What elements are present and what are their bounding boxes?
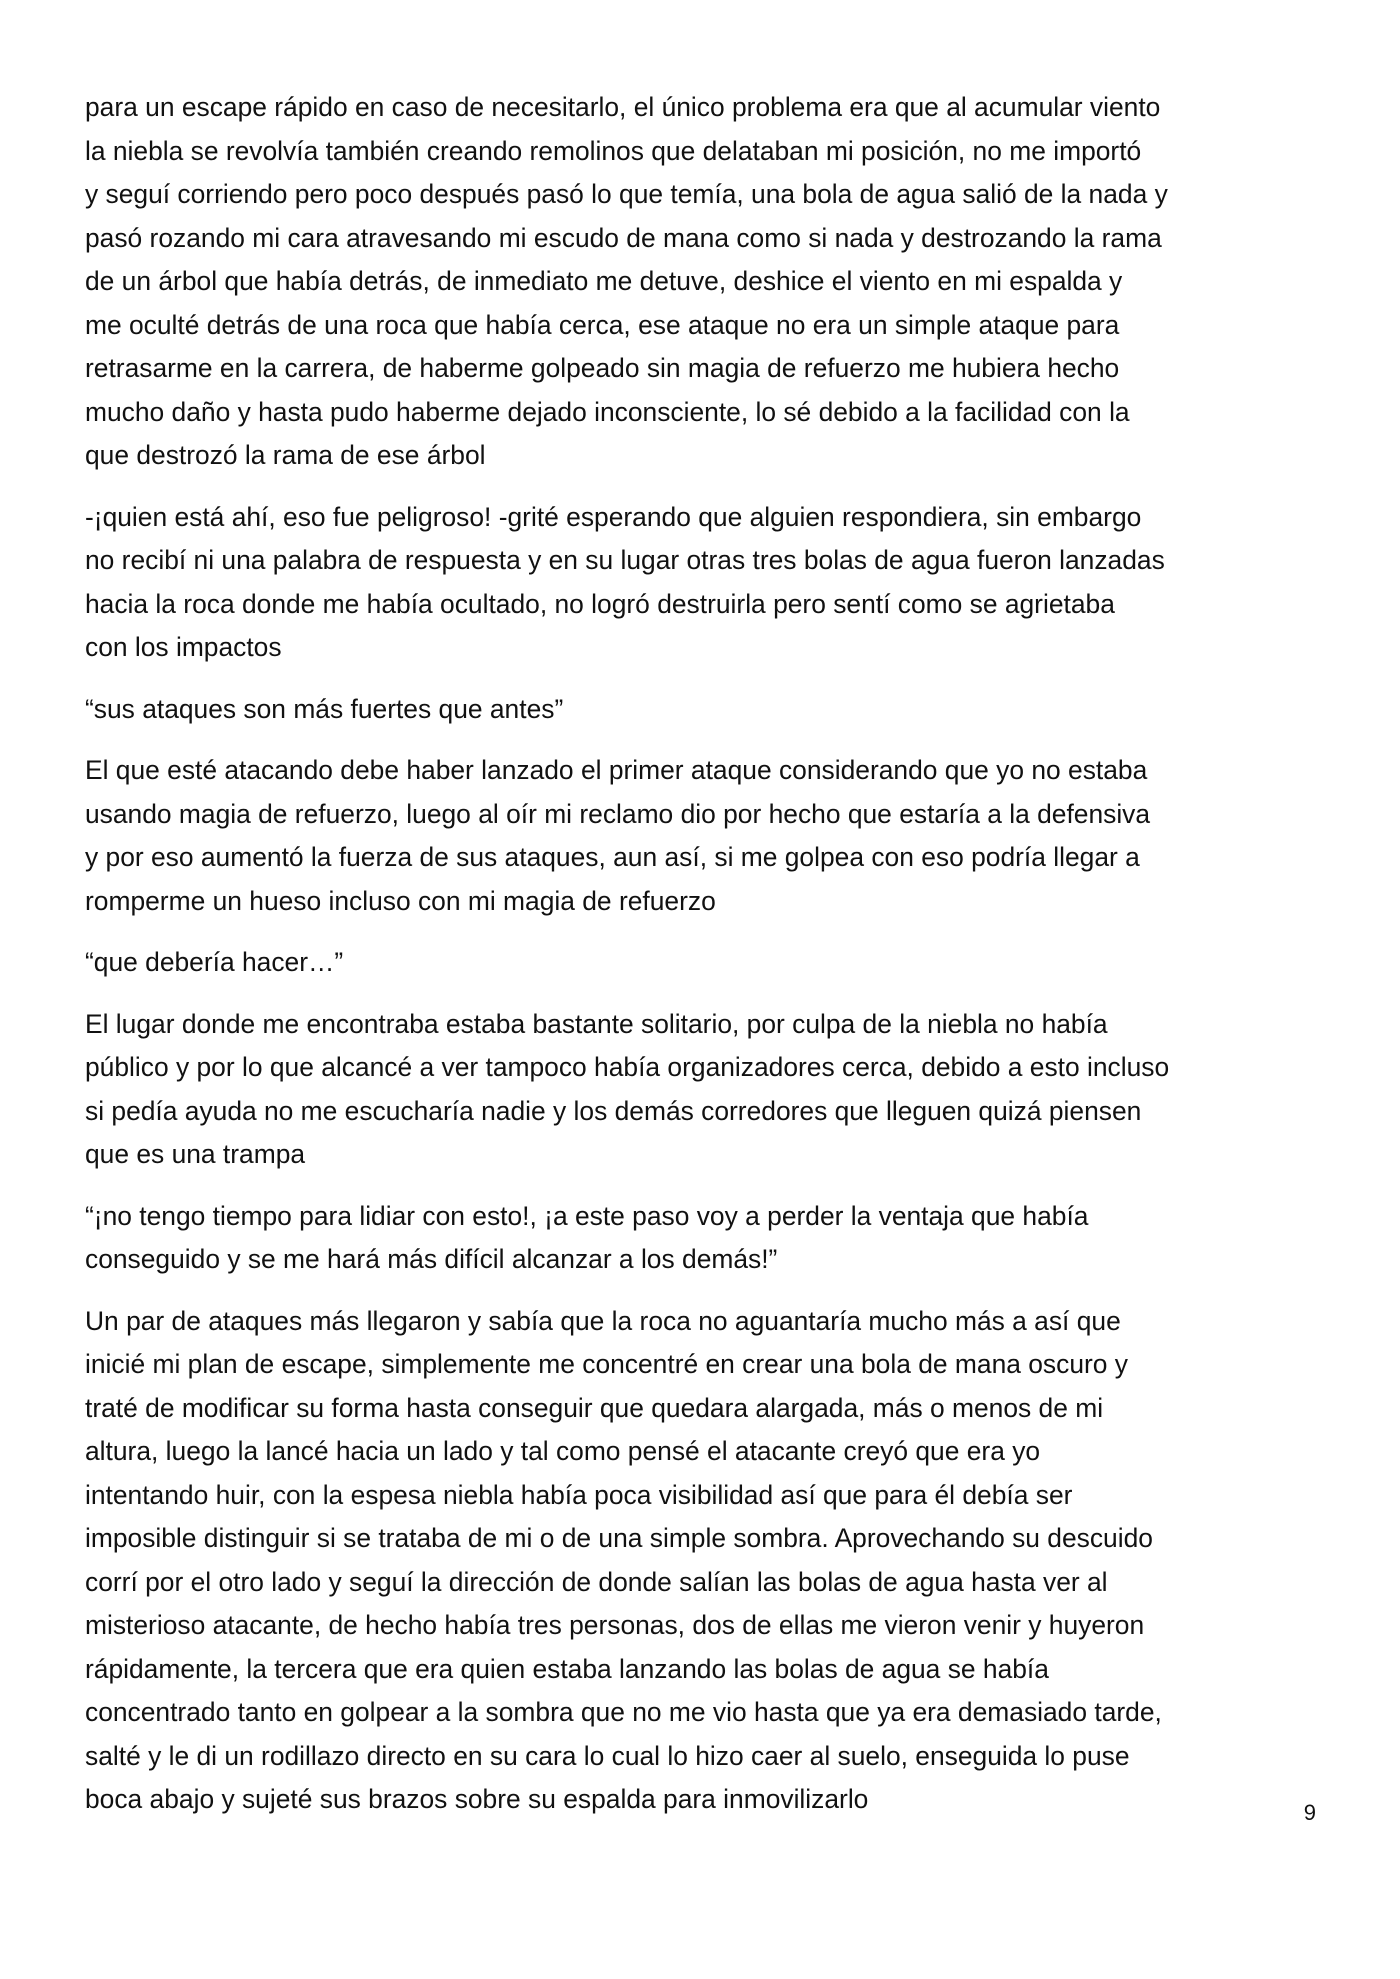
page-number: 9 xyxy=(1303,1800,1316,1825)
text-line: y por eso aumentó la fuerza de sus ataques, aun así, si me golpea con eso podría llegar a xyxy=(85,842,1140,872)
text-line: de un árbol que había detrás, de inmediato me detuve, deshice el viento en mi espalda y xyxy=(85,266,1123,296)
text-line: “¡no tengo tiempo para lidiar con esto!, ¡a este paso voy a perder la ventaja que había xyxy=(85,1200,1089,1231)
text-line: si pedía ayuda no me escucharía nadie y los demás corredores que lleguen quizá piensen xyxy=(85,1095,1142,1126)
text-line: El lugar donde me encontraba estaba bastante solitario, por culpa de la niebla no había xyxy=(85,1008,1108,1039)
text-line: y seguí corriendo pero poco después pasó lo que temía, una bola de agua salió de la nada y xyxy=(85,179,1168,209)
text-line: El que esté atacando debe haber lanzado el primer ataque considerando que yo no estaba xyxy=(85,755,1148,785)
text-line: corrí por el otro lado y seguí la dirección de donde salían las bolas de agua hasta ver al xyxy=(85,1566,1108,1597)
paragraph xyxy=(85,749,1321,923)
paragraph xyxy=(85,1195,1321,1282)
text-line: traté de modificar su forma hasta conseguir que quedara alargada, más o menos de mi xyxy=(85,1392,1104,1423)
paragraph xyxy=(85,941,1321,985)
text-line: “sus ataques son más fuertes que antes” xyxy=(85,693,564,724)
text-line: con los impactos xyxy=(85,632,282,662)
text-line: inicié mi plan de escape, simplemente me concentré en crear una bola de mana oscuro y xyxy=(85,1349,1128,1379)
text-line: no recibí ni una palabra de respuesta y en su lugar otras tres bolas de agua fueron lanzadas xyxy=(85,545,1165,575)
text-line: imposible distinguir si se trataba de mi o de una simple sombra. Aprovechando su descuido xyxy=(85,1523,1153,1553)
text-line: intentando huir, con la espesa niebla había poca visibilidad así que para él debía ser xyxy=(85,1479,1073,1510)
text-line: mucho daño y hasta pudo haberme dejado inconsciente, lo sé debido a la facilidad con la xyxy=(85,396,1130,427)
text-line: me oculté detrás de una roca que había cerca, ese ataque no era un simple ataque para xyxy=(85,309,1120,340)
text-line: concentrado tanto en golpear a la sombra que no me vio hasta que ya era demasiado tarde, xyxy=(85,1697,1162,1727)
text-line: romperme un hueso incluso con mi magia de refuerzo xyxy=(85,885,716,916)
text-line: rápidamente, la tercera que era quien estaba lanzando las bolas de agua se había xyxy=(85,1653,1049,1684)
body-text xyxy=(85,86,1321,1840)
text-line: pasó rozando mi cara atravesando mi escudo de mana como si nada y destrozando la rama xyxy=(85,222,1162,253)
text-line: usando magia de refuerzo, luego al oír mi reclamo dio por hecho que estaría a la defensiva xyxy=(85,798,1151,829)
text-line: misterioso atacante, de hecho había tres personas, dos de ellas me vieron venir y huyeron xyxy=(85,1610,1145,1640)
paragraph xyxy=(85,1300,1321,1822)
paragraph xyxy=(85,86,1321,478)
paragraph xyxy=(85,496,1321,670)
text-line: -¡quien está ahí, eso fue peligroso! -grité esperando que alguien respondiera, sin embargo xyxy=(85,501,1142,532)
text-line: hacia la roca donde me había ocultado, no logró destruirla pero sentí como se agrietaba xyxy=(85,588,1115,619)
text-line: retrasarme en la carrera, de haberme golpeado sin magia de refuerzo me hubiera hecho xyxy=(85,353,1120,383)
paragraph xyxy=(85,688,1321,732)
text-line: que destrozó la rama de ese árbol xyxy=(85,440,486,470)
text-line: altura, luego la lancé hacia un lado y tal como pensé el atacante creyó que era yo xyxy=(85,1436,1041,1466)
text-line: para un escape rápido en caso de necesitarlo, el único problema era que al acumular viento xyxy=(85,92,1161,122)
text-line: boca abajo y sujeté sus brazos sobre su espalda para inmovilizarlo xyxy=(85,1784,869,1814)
text-line: público y por lo que alcancé a ver tampoco había organizadores cerca, debido a esto incluso xyxy=(85,1052,1170,1082)
text-line: conseguido y se me hará más difícil alcanzar a los demás!” xyxy=(85,1244,778,1274)
text-line: Un par de ataques más llegaron y sabía que la roca no aguantaría mucho más a así que xyxy=(85,1305,1121,1336)
text-line: la niebla se revolvía también creando remolinos que delataban mi posición, no me importó xyxy=(85,135,1142,166)
text-line: que es una trampa xyxy=(85,1139,306,1169)
text-line: “que debería hacer…” xyxy=(85,947,344,977)
paragraph xyxy=(85,1003,1321,1177)
text-line: salté y le di un rodillazo directo en su cara lo cual lo hizo caer al suelo, enseguida lo puse xyxy=(85,1740,1130,1771)
